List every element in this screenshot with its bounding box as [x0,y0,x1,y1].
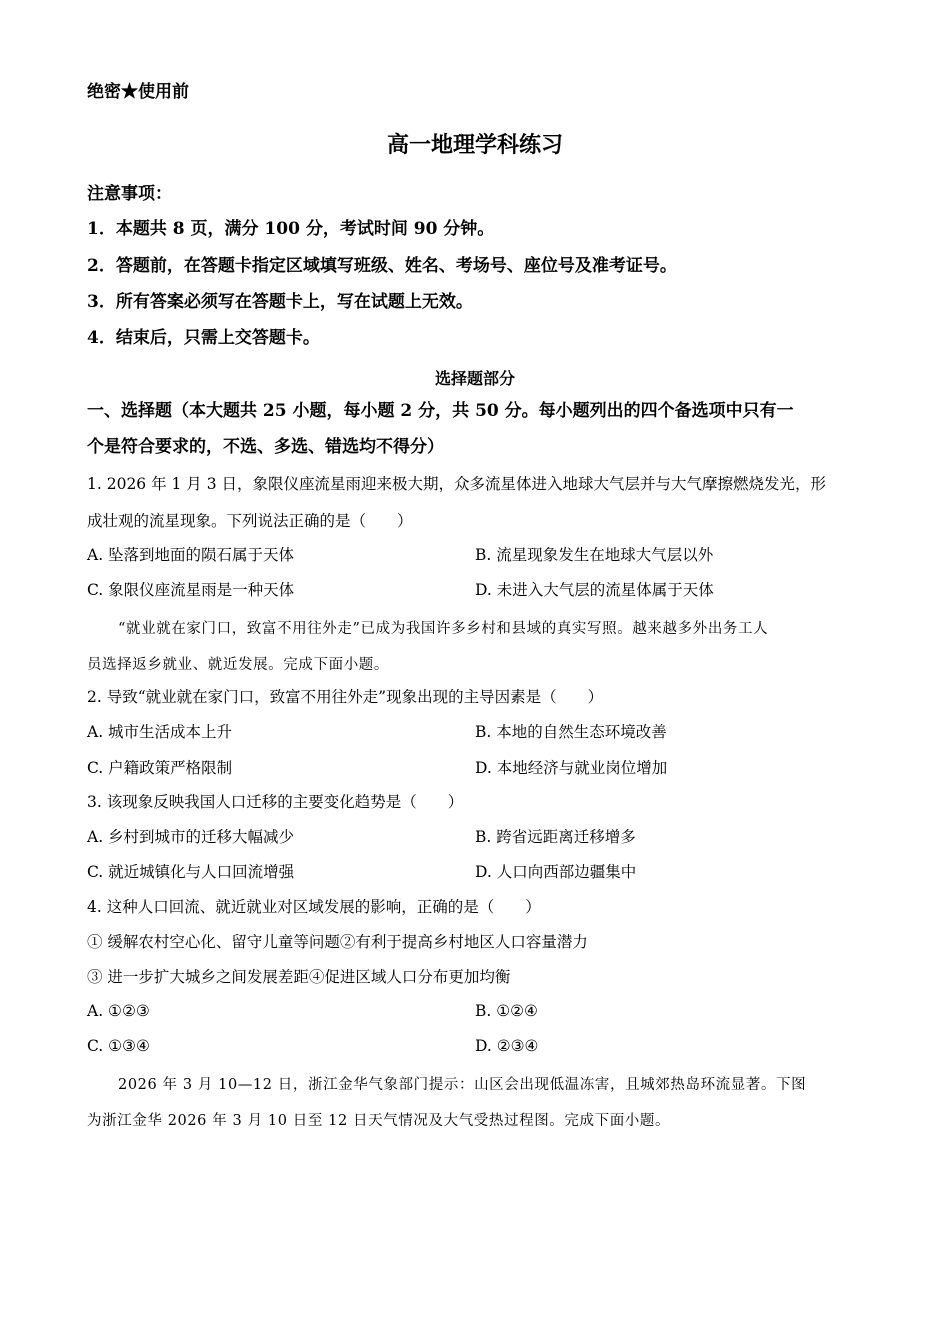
section-title: 选择题部分 [434,369,515,388]
q2-option-d: D. 本地经济与就业岗位增加 [475,759,668,777]
confidential-label: 绝密★使用前 [87,82,189,102]
q3-option-a: A. 乡村到城市的迁移大幅减少 [87,828,295,846]
q1-stem-line1: 1. 2026 年 1 月 3 日，象限仪座流星雨迎来极大期，众多流星体进入地球大气层并与大气摩擦燃烧发光，形 [87,475,827,493]
section-instruction-line1: 一、选择题（本大题共 25 小题，每小题 2 分，共 50 分。每小题列出的四个备选项中只有一 [87,401,794,421]
q2-stem: 2. 导致“就业就在家门口，致富不用往外走”现象出现的主导因素是（ ） [87,688,604,706]
page-title: 高一地理学科练习 [386,132,563,158]
note-item-2: 2．答题前，在答题卡指定区域填写班级、姓名、考场号、座位号及准考证号。 [87,256,677,276]
q3-option-c: C. 就近城镇化与人口回流增强 [87,863,295,881]
q2-option-a: A. 城市生活成本上升 [87,723,233,741]
note-item-3: 3．所有答案必须写在答题卡上，写在试题上无效。 [87,292,473,312]
q4-option-d: D. ②③④ [475,1037,539,1055]
notes-heading: 注意事项： [87,184,172,204]
passage1-line1: “就业就在家门口，致富不用往外走”已成为我国许多乡村和县域的真实写照。越来越多外出务工人 [118,621,769,637]
q4-option-c: C. ①③④ [87,1037,150,1055]
passage2-line2: 为浙江金华 2026 年 3 月 10 日至 12 日天气情况及大气受热过程图。完成下面小题。 [87,1113,671,1129]
q3-option-d: D. 人口向西部边疆集中 [475,863,637,881]
q2-option-b: B. 本地的自然生态环境改善 [475,723,667,741]
q1-stem-line2: 成壮观的流星现象。下列说法正确的是（ ） [87,512,413,530]
q1-option-c: C. 象限仪座流星雨是一种天体 [87,581,295,599]
passage2-line1: 2026 年 3 月 10—12 日，浙江金华气象部门提示：山区会出现低温冻害，且城郊热岛环流显著。下图 [118,1077,807,1093]
section-instruction-line2: 个是符合要求的，不选、多选、错选均不得分） [87,437,444,457]
note-item-1: 1．本题共 8 页，满分 100 分，考试时间 90 分钟。 [87,219,495,239]
note-item-4: 4．结束后，只需上交答题卡。 [87,328,320,348]
q2-option-c: C. 户籍政策严格限制 [87,759,233,777]
q1-option-d: D. 未进入大气层的流星体属于天体 [475,581,714,599]
q3-option-b: B. 跨省远距离迁移增多 [475,828,636,846]
q4-items-line2: ③ 进一步扩大城乡之间发展差距④促进区域人口分布更加均衡 [87,968,511,986]
q3-stem: 3. 该现象反映我国人口迁移的主要变化趋势是（ ） [87,793,464,811]
passage1-line2: 员选择返乡就业、就近发展。完成下面小题。 [87,657,389,673]
q4-option-a: A. ①②③ [87,1002,150,1020]
q1-option-b: B. 流星现象发生在地球大气层以外 [475,546,714,564]
q4-stem: 4. 这种人口回流、就近就业对区域发展的影响，正确的是（ ） [87,898,541,916]
q1-option-a: A. 坠落到地面的陨石属于天体 [87,546,295,564]
q4-option-b: B. ①②④ [475,1002,538,1020]
q4-items-line1: ① 缓解农村空心化、留守儿童等问题②有利于提高乡村地区人口容量潜力 [87,933,588,951]
